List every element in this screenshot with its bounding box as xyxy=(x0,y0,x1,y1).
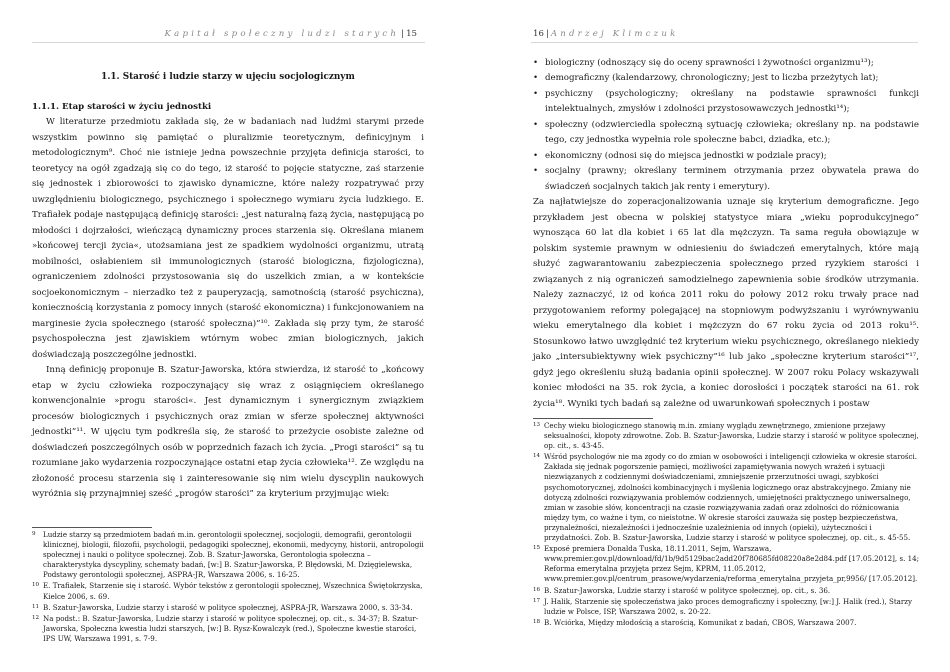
footnote-number: 10 xyxy=(32,582,40,589)
footnote-number: 12 xyxy=(32,614,40,621)
footnote-number: 14 xyxy=(533,453,541,460)
footnote xyxy=(32,530,424,580)
section-title: 1.1. Starość i ludzie starzy w ujęciu socjologicznym xyxy=(101,72,355,82)
footnote-number: 11 xyxy=(32,603,40,610)
footnote-text: Wśród psychologów nie ma zgody co do zmian w osobowości i inteligencji człowieka w okresie starości. Zakłada się jednak pogorszenie pamięci, możliwości zapamiętywania nowych wrażeń i sytuacji niezwiązanych z codziennymi doświadczeniami, zmniejszenie przerzutności uwagi, szybkości psychomotorycznej, zdolności kombinacyjnych i myślenia logicznego oraz abstrakcyjnego. Zmiany nie dotyczą zdolności rozwiązywania problemów codziennych, umiejętności praktycznego uniwersalnego, zmian w zasobie słów, koncentracji na czasie rozwiązywania zadań oraz zdolności do różnicowania między tym, co ważne i tym, co nieistotne. W okresie starości zauważa się postęp bezpieczeństwa, przynależności, niezależności i jednocześnie uzależnienia od innych (opieki), użyteczności i przydatności. Zob. B. Szatur-Jaworska, Ludzie starzy i starość w polityce społecznej, op. cit., s. 45-55. xyxy=(544,452,917,543)
footnote-text: B. Szatur-Jaworska, Ludzie starzy i starość w polityce społecznej, ASPRA-JR, Warszawa 2000, s. 33-34. xyxy=(43,602,413,612)
list-item: • psychiczny (psychologiczny; określany na podstawie sprawności funkcji intelektualnych, zmysłów i zdolności przystosowawczych jednostki¹⁴); xyxy=(533,87,919,118)
footnote-rule xyxy=(32,527,152,528)
footnote-text: B. Wciórka, Między młodością a starością, Komunikat z badań, CBOS, Warszawa 2007. xyxy=(544,617,857,627)
footnote-number: 16 xyxy=(533,586,541,593)
book-title: Kapitał społeczny ludzi starych xyxy=(164,29,400,39)
footnote xyxy=(533,586,919,596)
age-threshold-list xyxy=(533,56,919,195)
footnote-number: 17 xyxy=(533,597,541,604)
right-page xyxy=(475,0,950,672)
main-text xyxy=(533,56,919,412)
footnote-number: 13 xyxy=(533,422,541,428)
footnote xyxy=(533,597,919,617)
list-item: • demograficzny (kalendarzowy, chronologiczny; jest to liczba przeżytych lat); xyxy=(533,71,919,86)
footnote xyxy=(32,581,424,601)
footnote xyxy=(32,603,424,613)
list-item: • socjalny (prawny; określany terminem otrzymania przez obywatela prawa do świadczeń socjalnych takich jak renty i emerytury). xyxy=(533,164,919,195)
footnote xyxy=(533,452,919,543)
paragraph: W literaturze przedmiotu zakłada się, że w badaniach nad ludźmi starymi przede wszystkim powinno się pamiętać o pluralizmie teoretycznym, definicyjnym i metodologicznym⁹. Choć nie istnieje jedna powszechnie przyjęta definicja starości, to teoretycy na ogół zgadzają się co do tego, iż starość to pojęcie statyczne, zaś starzenie się jednostek i zbiorowości to zjawisko dynamiczne, które należy rozpatrywać przy uwzględnieniu biologicznego, psychicznego i społecznego wymiaru życia ludzkiego. E. Trafiałek podaje następującą definicję starości: „jest naturalną fazą życia, następującą po młodości i dojrzałości, wieńczącą dynamiczny proces starzenia się. Określana mianem »końcowej tercji życia«, utożsamiana jest ze spadkiem wydolności organizmu, utratą mobilności, osłabieniem sił immunologicznych (starość biologiczna, fizjologiczna), ograniczeniem zdolności przystosowania się do uszelkich zmian, a w kontekście socjoekonomicznym – nierzadko też z pauperyzacją, samotnością (starość psychiczna), koniecznością korzystania z pomocy innych (starość ekonomiczna) i funkcjonowaniem na marginesie życia społecznego (starość społeczna)”¹⁰. Zakłada się przy tym, że starość psychospołeczna jest zjawiskiem wtórnym wobec zmian biologicznych, jakich doświadczają poszczególne jednostki. xyxy=(32,117,424,360)
footnote-rule xyxy=(533,418,653,419)
author-name: Andrzej Klimczuk xyxy=(550,29,679,39)
paragraph: Inną definicję proponuje B. Szatur-Jaworska, która stwierdza, iż starość to „końcowy etap w życiu człowieka rozpoczynający się wraz z osiągnięciem określanego konwencjonalnie »progu starości«. Jest dynamicznym i synergicznym związkiem procesów biologicznych i psychicznych oraz zmian w sferze społecznej aktywności jednostki”¹¹. W ujęciu tym podkreśla się, że starość to przeżycie osobiste zależne od doświadczeń poszczególnych osób w poprzednich fazach ich życia. „Progi starości” są tu rozumiane jako wydarzenia rozpoczynające ostatni etap życia człowieka¹². Ze względu na złożoność procesu starzenia się i zainteresowanie się nim wielu dyscyplin naukowych wyróżnia się przynajmniej sześć „progów starości” za kryterium przyjmując wiek: xyxy=(32,365,424,500)
header-separator: | xyxy=(545,29,549,39)
list-item: • społeczny (odzwierciedla społeczną sytuację człowieka; określany np. na podstawie tego, czy jednostka wypełnia role społeczne babci, dziadka, etc.); xyxy=(533,118,919,149)
page-number: 16 xyxy=(533,29,544,39)
running-header xyxy=(533,29,679,39)
footnote-text: Cechy wieku biologicznego stanowią m.in. zmiany wyglądu zewnętrznego, zmienione przejawy seksualności, kłopoty zdrowotne. Zob. B. Szatur-Jaworska, Ludzie starzy i starość w polityce społecznej, op. cit., s. 43-45. xyxy=(544,421,919,451)
footnote xyxy=(533,421,919,451)
header-rule xyxy=(531,42,918,43)
footnotes xyxy=(533,421,919,629)
footnote-number: 18 xyxy=(533,618,541,625)
footnote-text: Exposé premiera Donalda Tuska, 18.11.2011, Sejm, Warszawa, www.premier.gov.pl/download/fd/1b/9d5129bac2add20f780685fd08220a8e2d84.pdf [17.05.2012], s. 14; Reforma emerytalna przyjęta przez Sejm, KPRM, 11.05.2012, www.premier.gov.pl/centrum_prasowe/wydarzenia/reforma_emerytalna_przyjeta_pr,9956/ [17.05.2012]. xyxy=(544,544,920,584)
header-separator: | xyxy=(401,29,405,39)
footnote-text: Na podst.: B. Szatur-Jaworska, Ludzie starzy i starość w polityce społecznej, op. cit., s. 34-37; B. Szatur-Jaworska, Społeczna kwestia ludzi starszych, [w:] B. Rysz-Kowalczyk (red.), Społeczne kwestie starości, IPS UW, Warszawa 1991, s. 7-9. xyxy=(43,613,419,643)
footnote xyxy=(533,544,919,584)
footnote-text: B. Szatur-Jaworska, Ludzie starzy i starość w polityce społecznej, op. cit., s. 36. xyxy=(544,585,831,595)
header-rule xyxy=(32,42,425,43)
main-text xyxy=(32,100,424,503)
footnote-text: J. Halik, Starzenie się społeczeństwa jako proces demograficzny i społeczny, [w:] J. Halik (red.), Starzy ludzie w Polsce, ISP, Warszawa 2002, s. 20-22. xyxy=(544,596,913,616)
footnote xyxy=(533,618,919,628)
paragraph: Za najłatwiejsze do zoperacjonalizowania uznaje się kryterium demograficzne. Jego przykładem jest obecna w polskiej statystyce miara „wieku poprodukcyjnego” wynosząca 60 lat dla kobiet i 65 lat dla mężczyzn. Ta sama reguła obowiązuje w polskim systemie prawnym w odniesieniu do świadczeń emerytalnych, które mają służyć zagwarantowaniu zabezpieczenia społecznego przed ryzykiem starości i związanych z nią ograniczeń samodzielnego zapewnienia sobie środków utrzymania. Należy zaznaczyć, iż od końca 2011 roku do połowy 2012 roku trwały prace nad przygotowaniem reformy polegającej na stopniowym podwyższaniu i wyrównywaniu wieku emerytalnego dla kobiet i mężczyzn do 67 roku życia od 2013 roku¹⁵. Stosunkowo łatwo uwzględnić też kryterium wieku psychicznego, określanego niekiedy jako „intersubiektywny wiek psychiczny”¹⁶ lub jako „społeczne kryterium starości”¹⁷, gdyż jego określeniu służą badania opinii społecznej. W 2007 roku Polacy wskazywali koniec młodości na 35. rok życia, a koniec dorosłości i początek starości na 61. rok życia¹⁸. Wyniki tych badań są zależne od uwarunkowań społecznych i postaw xyxy=(533,197,919,409)
footnote-text: E. Trafiałek, Starzenie się i starość. Wybór tekstów z gerontologii społecznej, Wszechnica Świętokrzyska, Kielce 2006, s. 69. xyxy=(43,581,423,601)
page-number: 15 xyxy=(406,29,417,39)
list-item: • ekonomiczny (odnosi się do miejsca jednostki w podziale pracy); xyxy=(533,149,919,164)
footnote-number: 15 xyxy=(533,545,541,552)
list-item: • biologiczny (odnoszący się do oceny sprawności i żywotności organizmu¹³); xyxy=(533,56,919,71)
footnote-text: Ludzie starzy są przedmiotem badań m.in. gerontologii społecznej, socjologii, demografii, gerontologii klinicznej, biologii, filozofii, psychologii, pedagogiki społecznej, ekonomii, medycyny, historii, antropologii społecznej i nauki o polityce społecznej. Zob. B. Szatur-Jaworska, Gerontologia społeczna – charakterystyka dyscypliny, schematy badań, [w:] B. Szatur-Jaworska, P. Błędowski, M. Dzięgielewska, Podstawy gerontologii społecznej, ASPRA-JR, Warszawa 2006, s. 16-25. xyxy=(43,530,424,580)
footnotes xyxy=(32,530,424,645)
footnote xyxy=(32,614,424,644)
subsection-title: 1.1.1. Etap starości w życiu jednostki xyxy=(32,102,212,112)
running-header xyxy=(165,29,417,39)
footnote-number: 9 xyxy=(32,531,36,537)
